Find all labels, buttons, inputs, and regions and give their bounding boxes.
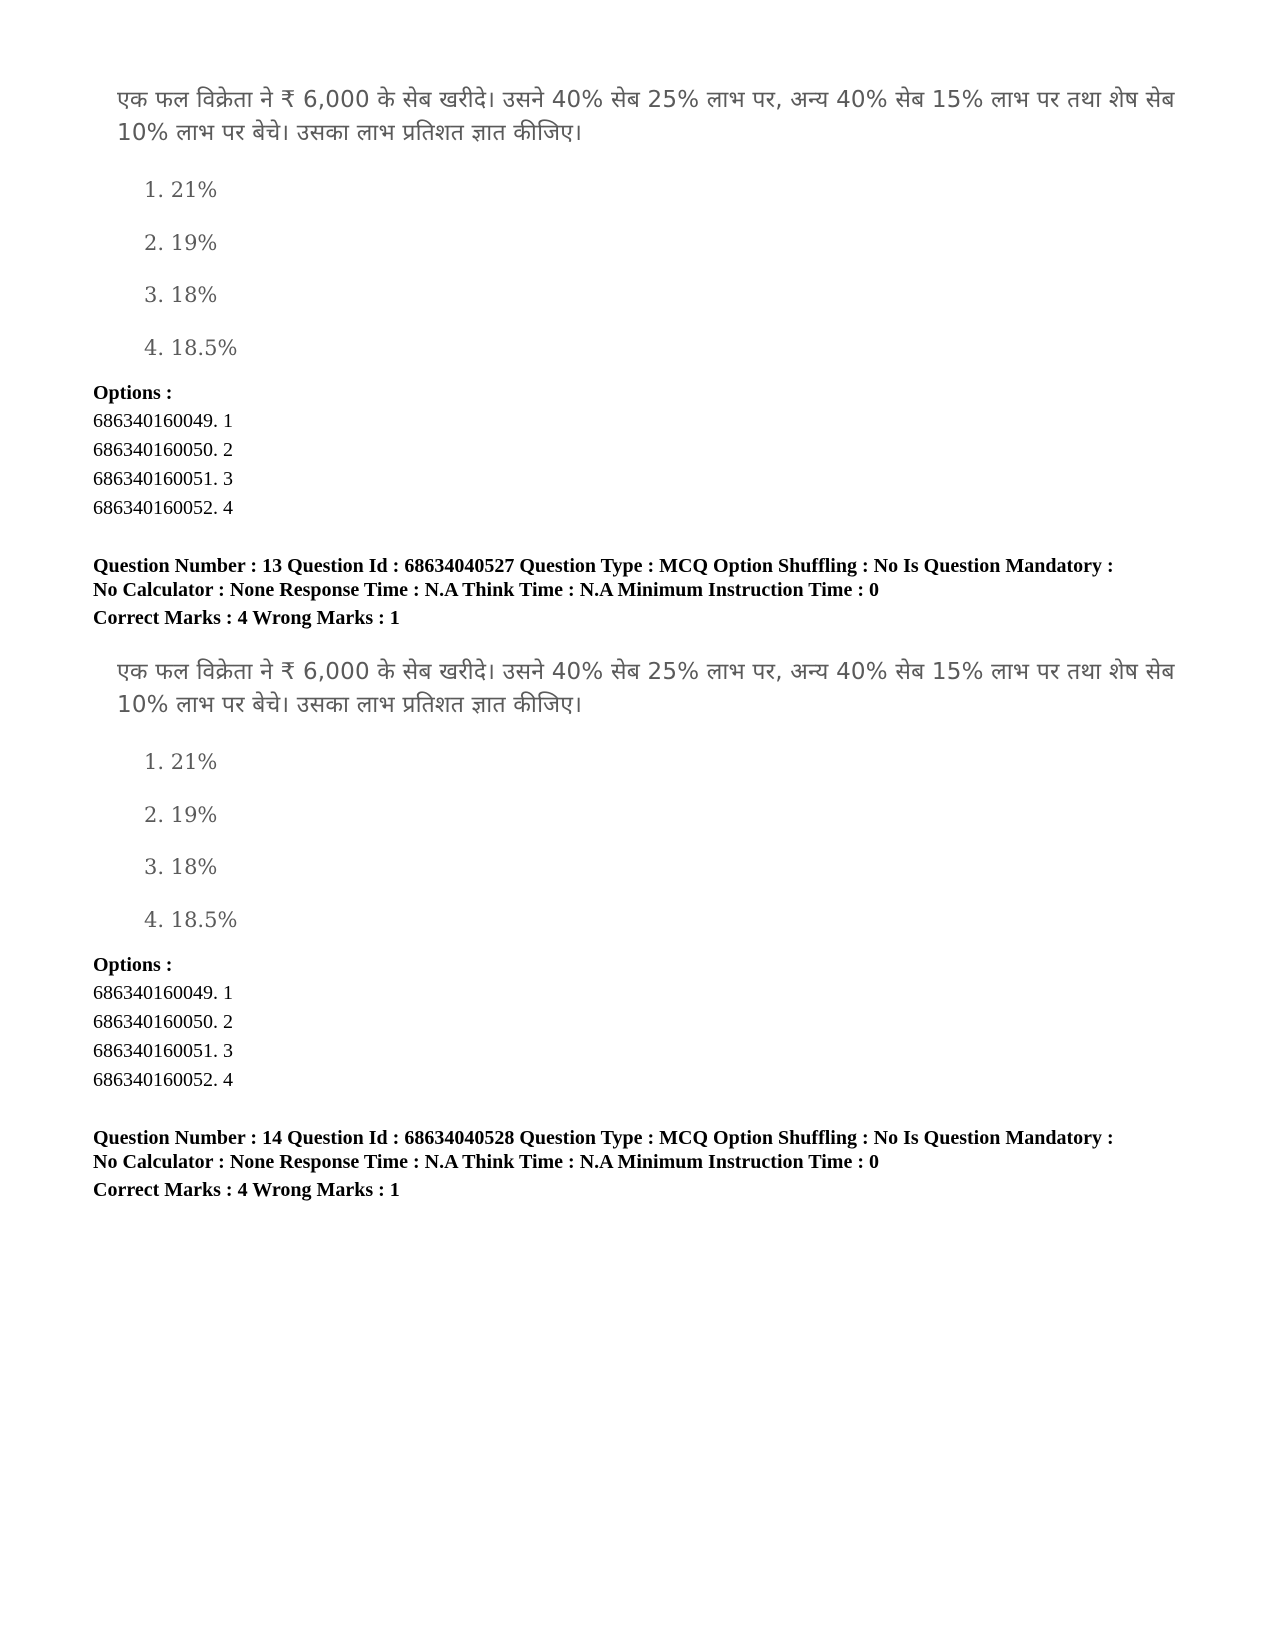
choice-item: 2. 19% [144, 230, 218, 255]
option-id-line: 686340160049. 1 [93, 410, 233, 432]
question-marks: Correct Marks : 4 Wrong Marks : 1 [93, 1179, 400, 1201]
option-id-line: 686340160050. 2 [93, 439, 233, 461]
choice-item: 1. 21% [144, 178, 218, 202]
question-marks: Correct Marks : 4 Wrong Marks : 1 [93, 607, 400, 629]
option-id-line: 686340160052. 4 [93, 1069, 233, 1091]
question-image [117, 656, 1177, 946]
question-meta-line: Question Number : 13 Question Id : 68634040527 Question Type : MCQ Option Shuffling : No Is Question Mandatory : [93, 555, 1114, 577]
question-image [117, 84, 1177, 374]
question-text: एक फल विक्रेता ने ₹ 6,000 के सेब खरीदे। उसने 40% सेब 25% लाभ पर, अन्य 40% सेब 15% लाभ पर तथा शेष सेब 10% लाभ पर बेचे। उसका लाभ प्रतिशत ज्ञात कीजिए। [117, 87, 1175, 146]
options-label: Options : [93, 954, 173, 976]
choice-item: 1. 21% [144, 750, 218, 774]
option-id-line: 686340160051. 3 [93, 1040, 233, 1062]
question-header [93, 1126, 1243, 1202]
option-id-line: 686340160049. 1 [93, 982, 233, 1004]
question-header [93, 554, 1243, 630]
options-label: Options : [93, 382, 173, 404]
options-section [93, 952, 1213, 1095]
choice-item: 4. 18.5% [144, 335, 238, 360]
question-meta-line: No Calculator : None Response Time : N.A Think Time : N.A Minimum Instruction Time : 0 [93, 579, 879, 601]
option-id-line: 686340160051. 3 [93, 468, 233, 490]
choice-item: 3. 18% [144, 855, 218, 879]
choice-item: 3. 18% [144, 283, 218, 307]
question-meta-line: No Calculator : None Response Time : N.A Think Time : N.A Minimum Instruction Time : 0 [93, 1151, 879, 1173]
choice-list [144, 736, 1177, 946]
choice-item: 4. 18.5% [144, 907, 238, 932]
question-meta-line: Question Number : 14 Question Id : 68634040528 Question Type : MCQ Option Shuffling : No Is Question Mandatory : [93, 1127, 1114, 1149]
options-section [93, 380, 1213, 523]
option-id-line: 686340160052. 4 [93, 497, 233, 519]
choice-item: 2. 19% [144, 802, 218, 827]
choice-list [144, 164, 1177, 374]
option-id-line: 686340160050. 2 [93, 1011, 233, 1033]
question-text: एक फल विक्रेता ने ₹ 6,000 के सेब खरीदे। उसने 40% सेब 25% लाभ पर, अन्य 40% सेब 15% लाभ पर तथा शेष सेब 10% लाभ पर बेचे। उसका लाभ प्रतिशत ज्ञात कीजिए। [117, 659, 1175, 718]
